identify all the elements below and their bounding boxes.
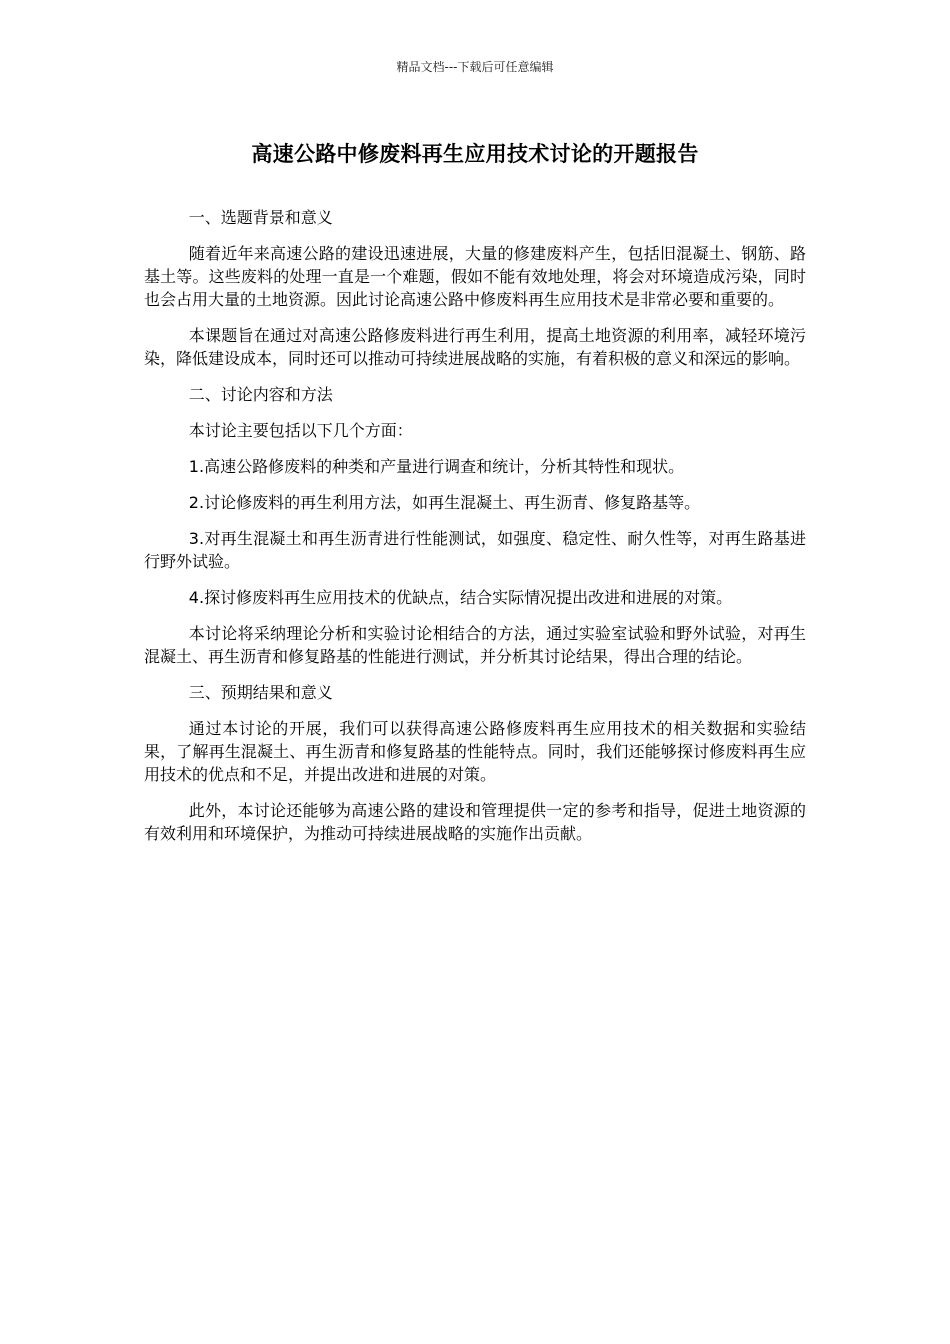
paragraph-methods: 本讨论将采纳理论分析和实验讨论相结合的方法，通过实验室试验和野外试验，对再生混凝土、再生沥青和修复路基的性能进行测试，并分析其讨论结果，得出合理的结论。: [144, 624, 806, 666]
paragraph-results-2: 此外，本讨论还能够为高速公路的建设和管理提供一定的参考和指导，促进土地资源的有效利用和环境保护，为推动可持续进展战略的实施作出贡献。: [144, 801, 806, 843]
document-title: 高速公路中修废料再生应用技术讨论的开题报告: [251, 142, 699, 166]
section-heading-expected-results: 三、预期结果和意义: [188, 683, 333, 702]
list-item-content-4: 4.探讨修废料再生应用技术的优缺点，结合实际情况提出改进和进展的对策。: [188, 588, 733, 607]
list-item-content-3: 3.对再生混凝土和再生沥青进行性能测试，如强度、稳定性、耐久性等，对再生路基进行野外试验。: [144, 529, 806, 571]
paragraph-results-1: 通过本讨论的开展，我们可以获得高速公路修废料再生应用技术的相关数据和实验结果，了解再生混凝土、再生沥青和修复路基的性能特点。同时，我们还能够探讨修废料再生应用技术的优点和不足，并提出改进和进展的对策。: [144, 719, 806, 784]
paragraph-background-2: 本课题旨在通过对高速公路修废料进行再生利用，提高土地资源的利用率，减轻环境污染，降低建设成本，同时还可以推动可持续进展战略的实施，有着积极的意义和深远的影响。: [144, 326, 806, 368]
list-item-content-2: 2.讨论修废料的再生利用方法，如再生混凝土、再生沥青、修复路基等。: [188, 493, 701, 512]
section-heading-background: 一、选题背景和意义: [188, 208, 333, 227]
section-heading-content-methods: 二、讨论内容和方法: [188, 385, 333, 404]
list-item-content-1: 1.高速公路修废料的种类和产量进行调查和统计，分析其特性和现状。: [188, 457, 685, 476]
paragraph-background-1: 随着近年来高速公路的建设迅速进展，大量的修建废料产生，包括旧混凝土、钢筋、路基土等。这些废料的处理一直是一个难题，假如不能有效地处理，将会对环境造成污染，同时也会占用大量的土地资源。因此讨论高速公路中修废料再生应用技术是非常必要和重要的。: [144, 244, 806, 309]
document-body: [144, 206, 806, 858]
paragraph-content-intro: 本讨论主要包括以下几个方面：: [188, 421, 413, 440]
header-note: 精品文档---下载后可任意编辑: [396, 60, 554, 74]
